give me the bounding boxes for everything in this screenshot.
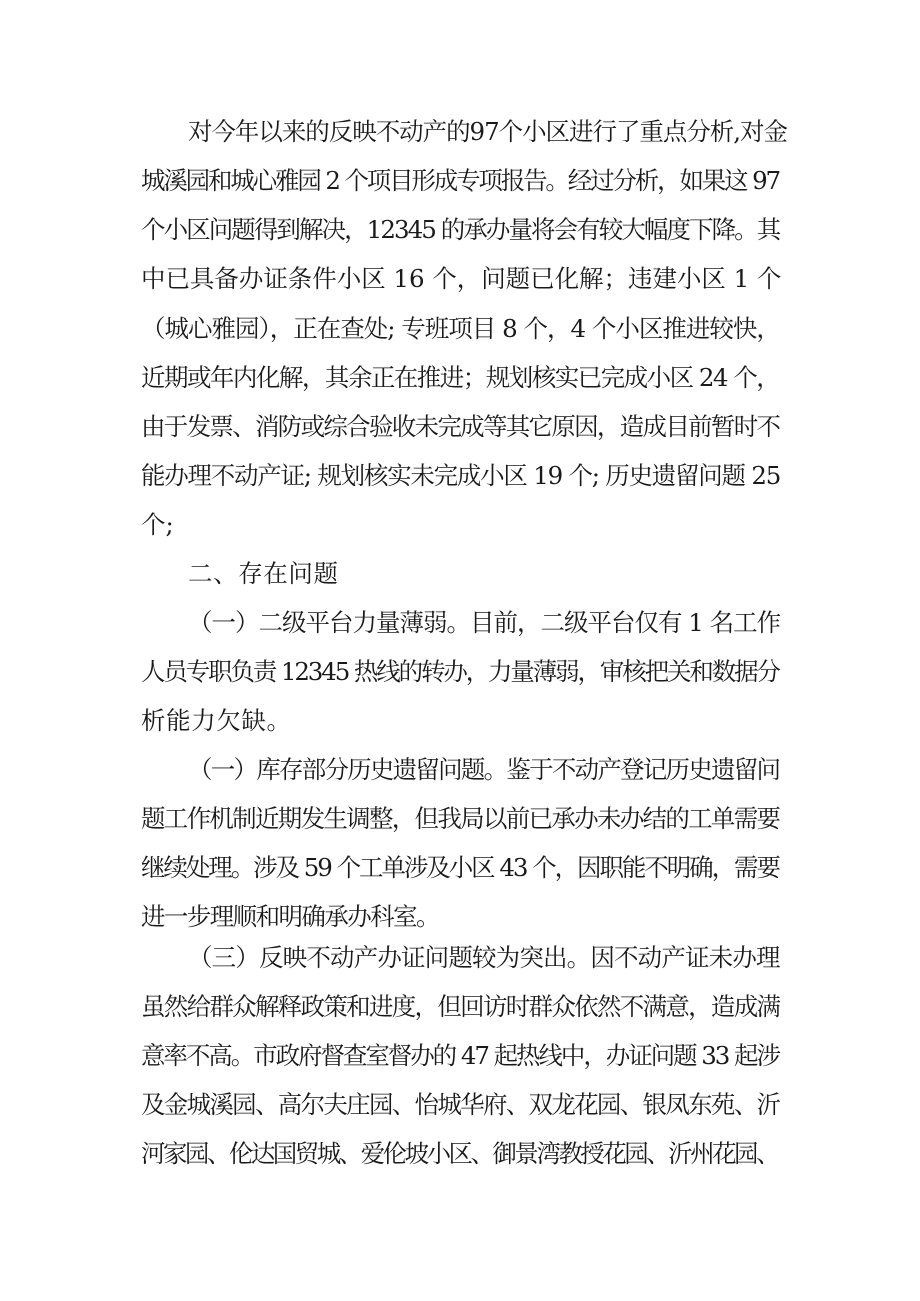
text-line: 中已具备办证条件小区 16 个，问题已化解；违建小区 1 个 bbox=[141, 264, 782, 293]
text-line: （一）二级平台力量薄弱。目前，二级平台仅有 1 名工作 bbox=[188, 608, 781, 637]
text-line: 能办理不动产证; 规划核实未完成小区 19 个; 历史遗留问题 25 bbox=[141, 461, 781, 490]
text-line: 对今年以来的反映不动产的97个小区进行了重点分析,对金 bbox=[188, 117, 787, 146]
text-line: 继续处理。涉及 59 个工单涉及小区 43 个，因职能不明确，需要 bbox=[141, 853, 779, 882]
text-line: （一）库存部分历史遗留问题。鉴于不动产登记历史遗留问 bbox=[188, 755, 780, 784]
text-line: 虽然给群众解释政策和进度，但回访时群众依然不满意，造成满 bbox=[141, 992, 780, 1021]
text-line: 近期或年内化解，其余正在推进；规划核实已完成小区 24 个， bbox=[141, 363, 780, 392]
text-line: 题工作机制近期发生调整，但我局以前已承办未办结的工单需要 bbox=[141, 804, 780, 833]
text-line: 析能力欠缺。 bbox=[141, 706, 292, 735]
text-line: 个小区问题得到解决，12345 的承办量将会有较大幅度下降。其 bbox=[141, 215, 780, 244]
text-line: 进一步理顺和明确承办科室。 bbox=[141, 902, 439, 931]
text-line: 人员专职负责 12345 热线的转办，力量薄弱，审核把关和数据分 bbox=[141, 657, 779, 686]
text-line: （三）反映不动产办证问题较为突出。因不动产证未办理 bbox=[188, 943, 780, 972]
text-line: 城溪园和城心雅园 2 个项目形成专项报告。经过分析，如果这 97 bbox=[141, 166, 779, 195]
text-line: 由于发票、消防或综合验收未完成等其它原因，造成目前暂时不 bbox=[141, 412, 780, 441]
text-line: 河家园、伦达国贸城、爱伦坡小区、御景湾教授花园、沂州花园、 bbox=[141, 1139, 778, 1168]
text-line: 个; bbox=[141, 510, 174, 539]
text-line: 及金城溪园、高尔夫庄园、怡城华府、双龙花园、银凤东苑、沂 bbox=[141, 1090, 780, 1119]
heading-text: 二、存在问题 bbox=[188, 559, 339, 588]
text-line: （城心雅园），正在查处; 专班项目 8 个，4 个小区推进较快， bbox=[141, 314, 780, 343]
text-line: 意率不高。市政府督查室督办的 47 起热线中，办证问题 33 起涉 bbox=[141, 1041, 779, 1070]
